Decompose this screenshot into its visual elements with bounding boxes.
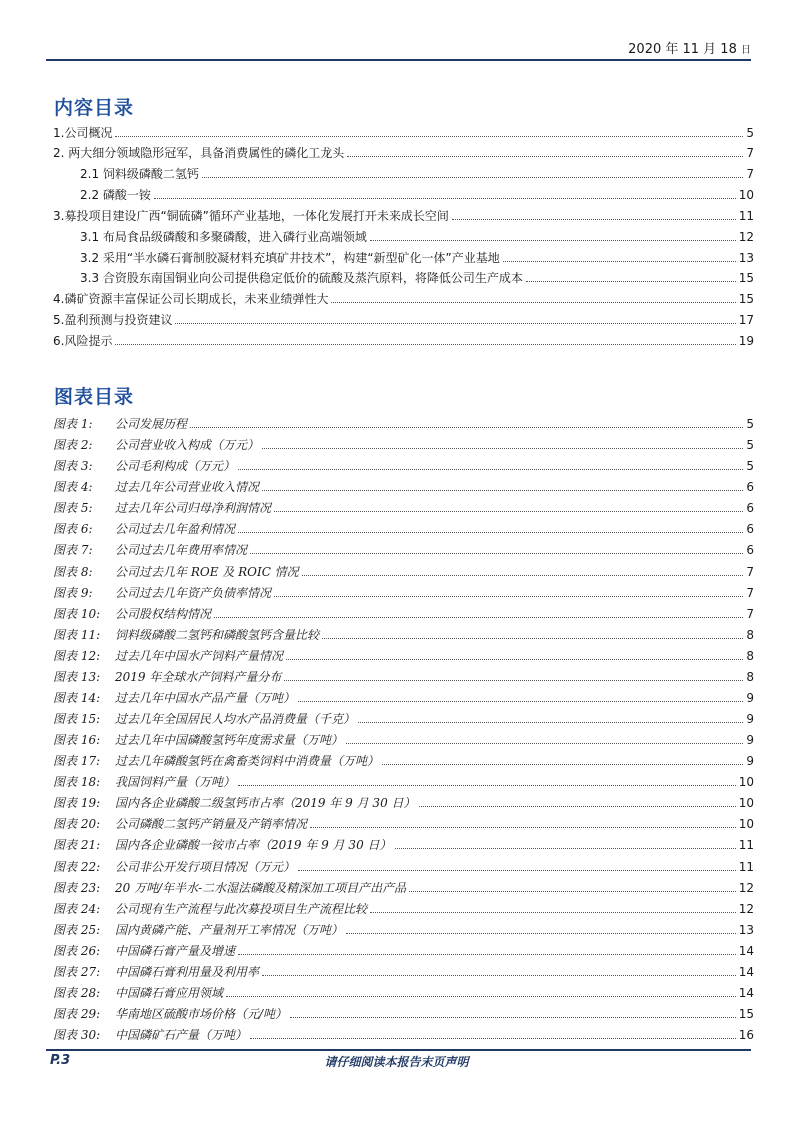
figure-list-entry[interactable] xyxy=(53,644,754,664)
toc-dot-leader xyxy=(452,219,736,220)
figure-number: 图表 16: xyxy=(53,733,101,747)
figure-dot-leader xyxy=(346,743,743,744)
figure-caption: 饲料级磷酸二氢钙和磷酸氢钙含量比较 xyxy=(115,627,320,642)
figure-dot-leader xyxy=(214,617,743,618)
figure-caption: 2019 年全球水产饲料产量分布 xyxy=(115,669,282,684)
figure-list-entry[interactable] xyxy=(53,791,754,811)
figure-list-entry[interactable] xyxy=(53,876,754,896)
figure-caption: 国内黄磷产能、产量剂开工率情况（万吨） xyxy=(115,922,344,937)
toc-dot-leader xyxy=(115,136,743,137)
toc-entry-label: 2.2 磷酸一铵 xyxy=(80,188,151,202)
toc-entry-page: 17 xyxy=(738,313,754,327)
figure-list-entry[interactable] xyxy=(53,517,754,537)
figure-caption: 中国磷石膏产量及增速 xyxy=(115,943,236,958)
figure-page: 10 xyxy=(738,796,754,811)
figure-dot-leader xyxy=(409,891,736,892)
figure-list-entry[interactable] xyxy=(53,728,754,748)
figure-page: 10 xyxy=(738,817,754,832)
toc-entry[interactable] xyxy=(53,204,754,224)
figure-number: 图表 8: xyxy=(53,564,93,579)
toc-dot-leader xyxy=(526,281,736,282)
figure-number: 图表 21: xyxy=(53,838,101,853)
figure-list-entry[interactable] xyxy=(53,918,754,938)
figure-list-entry[interactable] xyxy=(53,770,754,790)
figure-number: 图表 13: xyxy=(53,669,101,684)
figure-dot-leader xyxy=(382,764,743,765)
toc-entry[interactable] xyxy=(53,308,754,328)
figure-list-entry[interactable] xyxy=(53,897,754,917)
toc-entry-label: 3.募投项目建设广西“铜硫磷”循环产业基地，一体化发展打开未来成长空间 xyxy=(53,209,449,223)
figure-caption: 中国磷石膏利用量及利用率 xyxy=(115,964,260,979)
figure-page: 9 xyxy=(746,690,754,705)
header-date-suffix: 日 xyxy=(741,45,751,56)
toc-entry[interactable] xyxy=(53,121,754,141)
toc-entry-label: 3.1 布局食品级磷酸和多聚磷酸，进入磷行业高端领域 xyxy=(80,230,367,244)
header-date xyxy=(628,38,751,57)
figure-number: 图表 28: xyxy=(53,985,101,1000)
figure-number: 图表 27: xyxy=(53,964,101,979)
toc-entry[interactable] xyxy=(53,329,754,349)
figure-number: 图表 10: xyxy=(53,606,101,621)
figure-list-entry[interactable] xyxy=(53,1002,754,1022)
figure-list-entry[interactable] xyxy=(53,581,754,601)
figure-page: 8 xyxy=(746,648,754,663)
figure-number: 图表 6: xyxy=(53,522,93,537)
figure-page: 14 xyxy=(738,943,754,958)
figure-caption: 过去几年公司营业收入情况 xyxy=(115,480,260,495)
toc-dot-leader xyxy=(115,344,735,345)
figure-page: 8 xyxy=(746,627,754,642)
figure-list-entry[interactable] xyxy=(53,686,754,706)
figure-caption: 20 万吨/年半水-二水湿法磷酸及精深加工项目产出产品 xyxy=(115,880,407,895)
toc-entry-label: 3.3 合资股东南国铜业向公司提供稳定低价的硫酸及蒸汽原料，将降低公司生产成本 xyxy=(80,271,523,285)
toc-dot-leader xyxy=(331,302,735,303)
figure-list-entry[interactable] xyxy=(53,538,754,558)
figure-dot-leader xyxy=(298,870,736,871)
figure-number: 图表 30: xyxy=(53,1028,101,1042)
figure-caption: 过去几年磷酸氢钙在禽畜类饲料中消费量（万吨） xyxy=(115,754,380,769)
toc-entry-page: 15 xyxy=(738,292,754,306)
figure-caption: 公司现有生产流程与此次募投项目生产流程比较 xyxy=(115,901,368,916)
figure-dot-leader xyxy=(284,680,743,681)
header-rule xyxy=(46,59,751,61)
footer-disclaimer: 请仔细阅读本报告末页声明 xyxy=(324,1055,469,1069)
figure-caption: 过去几年中国水产品产量（万吨） xyxy=(115,690,296,705)
figure-caption: 华南地区硫酸市场价格（元/吨） xyxy=(115,1007,288,1021)
figure-dot-leader xyxy=(290,1017,736,1018)
figure-list-entry[interactable] xyxy=(53,475,754,495)
figure-list-entry[interactable] xyxy=(53,960,754,980)
figure-caption: 公司过去几年费用率情况 xyxy=(115,543,248,558)
toc-entry-page: 15 xyxy=(738,271,754,285)
figure-page: 8 xyxy=(746,669,754,684)
figure-list-entry[interactable] xyxy=(53,454,754,474)
figure-list-entry[interactable] xyxy=(53,749,754,769)
toc-entry-label: 2.1 饲料级磷酸二氢钙 xyxy=(80,167,199,181)
figure-page: 15 xyxy=(738,1007,754,1021)
toc-entry-page: 19 xyxy=(738,334,754,348)
figure-dot-leader xyxy=(322,638,743,639)
toc-entry[interactable] xyxy=(80,183,754,203)
figure-list-entry[interactable] xyxy=(53,833,754,853)
toc-entry-page: 7 xyxy=(746,146,754,160)
toc-title: 内容目录 xyxy=(54,97,135,119)
toc-entry[interactable] xyxy=(80,225,754,245)
toc-entry-page: 11 xyxy=(738,209,754,223)
figure-dot-leader xyxy=(370,912,736,913)
figure-number: 图表 29: xyxy=(53,1007,101,1021)
figure-caption: 过去几年公司归母净利润情况 xyxy=(115,501,272,516)
figure-dot-leader xyxy=(262,490,743,491)
toc-entry[interactable] xyxy=(80,266,754,286)
figure-number: 图表 11: xyxy=(53,627,101,642)
figure-caption: 公司过去几年资产负债率情况 xyxy=(115,585,272,600)
footer-rule xyxy=(46,1049,751,1051)
toc-entry[interactable] xyxy=(53,141,754,161)
figure-caption: 过去几年中国磷酸氢钙年度需求量（万吨） xyxy=(115,733,344,747)
figure-page: 9 xyxy=(746,733,754,747)
figure-dot-leader xyxy=(238,469,743,470)
figure-list-entry[interactable] xyxy=(53,412,754,432)
toc-entry-label: 4.磷矿资源丰富保证公司长期成长，未来业绩弹性大 xyxy=(53,292,329,306)
toc-dot-leader xyxy=(347,156,743,157)
figure-page: 13 xyxy=(738,922,754,937)
figure-number: 图表 23: xyxy=(53,880,101,895)
figure-caption: 国内各企业磷酸二级氢钙市占率（2019 年 9 月 30 日） xyxy=(115,796,416,811)
figure-list-entry[interactable] xyxy=(53,707,754,727)
figure-list-entry[interactable] xyxy=(53,939,754,959)
figure-dot-leader xyxy=(395,848,736,849)
figure-page: 11 xyxy=(738,838,754,853)
figure-caption: 过去几年中国水产饲料产量情况 xyxy=(115,648,284,663)
figure-page: 6 xyxy=(746,522,754,537)
figure-number: 图表 9: xyxy=(53,585,93,600)
figure-dot-leader xyxy=(298,701,743,702)
figure-dot-leader xyxy=(262,448,743,449)
figure-page: 6 xyxy=(746,543,754,558)
figure-caption: 公司股权结构情况 xyxy=(115,606,212,621)
figure-number: 图表 4: xyxy=(53,480,93,495)
figure-dot-leader xyxy=(419,806,736,807)
toc-entry-label: 1.公司概况 xyxy=(53,126,113,140)
figure-list-entry[interactable] xyxy=(53,560,754,580)
figure-number: 图表 18: xyxy=(53,775,101,790)
figure-caption: 公司营业收入构成（万元） xyxy=(115,438,260,453)
toc-entry-page: 12 xyxy=(738,230,754,244)
toc-dot-leader xyxy=(503,261,736,262)
figure-page: 5 xyxy=(746,417,754,431)
figure-page: 9 xyxy=(746,754,754,769)
toc-dot-leader xyxy=(154,198,736,199)
figure-dot-leader xyxy=(238,532,743,533)
figure-page: 9 xyxy=(746,712,754,726)
figure-number: 图表 20: xyxy=(53,817,101,832)
toc-dot-leader xyxy=(370,240,736,241)
figure-caption: 公司过去几年 ROE 及 ROIC 情况 xyxy=(115,564,299,579)
figure-dot-leader xyxy=(238,785,736,786)
figure-number: 图表 19: xyxy=(53,796,101,811)
figure-page: 6 xyxy=(746,480,754,495)
toc-dot-leader xyxy=(175,323,735,324)
figure-dot-leader xyxy=(274,596,743,597)
figure-dot-leader xyxy=(286,659,743,660)
figure-dot-leader xyxy=(262,975,736,976)
figure-list-entry[interactable] xyxy=(53,1023,754,1043)
figure-number: 图表 3: xyxy=(53,459,93,474)
toc-entry[interactable] xyxy=(80,246,754,266)
figure-page: 5 xyxy=(746,438,754,453)
figure-number: 图表 26: xyxy=(53,943,101,958)
figure-list-entry[interactable] xyxy=(53,496,754,516)
toc-entry-page: 5 xyxy=(746,126,754,140)
figure-list-entry[interactable] xyxy=(53,665,754,685)
figure-page: 11 xyxy=(738,859,754,874)
figure-dot-leader xyxy=(226,996,736,997)
figure-page: 10 xyxy=(738,775,754,790)
toc-entry[interactable] xyxy=(80,162,754,182)
figure-list-entry[interactable] xyxy=(53,981,754,1001)
toc-entry-label: 2. 两大细分领域隐形冠军，具备消费属性的磷化工龙头 xyxy=(53,146,345,160)
toc-entry[interactable] xyxy=(53,287,754,307)
figure-dot-leader xyxy=(250,553,743,554)
figure-page: 14 xyxy=(738,964,754,979)
figure-caption: 公司非公开发行项目情况（万元） xyxy=(115,859,296,874)
toc-entry-page: 7 xyxy=(746,167,754,181)
figure-page: 7 xyxy=(746,585,754,600)
figure-page: 12 xyxy=(738,901,754,916)
figure-number: 图表 12: xyxy=(53,648,101,663)
figure-dot-leader xyxy=(302,575,744,576)
figure-page: 7 xyxy=(746,564,754,579)
figure-number: 图表 14: xyxy=(53,690,101,705)
figure-dot-leader xyxy=(346,933,736,934)
figure-list-entry[interactable] xyxy=(53,855,754,875)
figure-number: 图表 17: xyxy=(53,754,101,769)
header-date-main: 2020 年 11 月 18 xyxy=(628,42,737,57)
toc-entry-page: 10 xyxy=(738,188,754,202)
figure-dot-leader xyxy=(238,954,736,955)
figure-caption: 过去几年全国居民人均水产品消费量（千克） xyxy=(115,712,356,726)
figure-number: 图表 24: xyxy=(53,901,101,916)
figure-caption: 中国磷石膏应用领域 xyxy=(115,985,224,1000)
figure-page: 5 xyxy=(746,459,754,474)
figure-page: 12 xyxy=(738,880,754,895)
figure-page: 7 xyxy=(746,606,754,621)
figure-number: 图表 15: xyxy=(53,712,101,726)
toc-entry-label: 3.2 采用“半水磷石膏制胶凝材料充填矿井技术”，构建“新型矿化一体”产业基地 xyxy=(80,251,500,265)
figure-list-entry[interactable] xyxy=(53,433,754,453)
figure-caption: 我国饲料产量（万吨） xyxy=(115,775,236,790)
figure-dot-leader xyxy=(190,427,743,428)
figure-dot-leader xyxy=(358,722,743,723)
figure-page: 14 xyxy=(738,985,754,1000)
figure-number: 图表 25: xyxy=(53,922,101,937)
lof-title: 图表目录 xyxy=(54,386,135,408)
toc-entry-label: 6.风险提示 xyxy=(53,334,113,348)
figure-list-entry[interactable] xyxy=(53,812,754,832)
figure-list-entry[interactable] xyxy=(53,602,754,622)
figure-caption: 公司毛利构成（万元） xyxy=(115,459,236,474)
toc-dot-leader xyxy=(202,177,743,178)
figure-caption: 公司磷酸二氢钙产销量及产销率情况 xyxy=(115,817,308,832)
footer-page-number: P.3 xyxy=(50,1053,71,1068)
figure-page: 16 xyxy=(738,1028,754,1042)
figure-number: 图表 7: xyxy=(53,543,93,558)
figure-number: 图表 1: xyxy=(53,417,93,431)
figure-number: 图表 2: xyxy=(53,438,93,453)
figure-dot-leader xyxy=(250,1038,736,1039)
figure-caption: 公司发展历程 xyxy=(115,417,188,431)
figure-caption: 国内各企业磷酸一铵市占率（2019 年 9 月 30 日） xyxy=(115,838,392,853)
figure-dot-leader xyxy=(310,827,736,828)
figure-number: 图表 5: xyxy=(53,501,93,516)
figure-list-entry[interactable] xyxy=(53,623,754,643)
toc-entry-label: 5.盈利预测与投资建议 xyxy=(53,313,173,327)
toc-entry-page: 13 xyxy=(738,251,754,265)
figure-page: 6 xyxy=(746,501,754,516)
figure-caption: 中国磷矿石产量（万吨） xyxy=(115,1028,248,1042)
figure-dot-leader xyxy=(274,511,743,512)
figure-number: 图表 22: xyxy=(53,859,101,874)
figure-caption: 公司过去几年盈利情况 xyxy=(115,522,236,537)
